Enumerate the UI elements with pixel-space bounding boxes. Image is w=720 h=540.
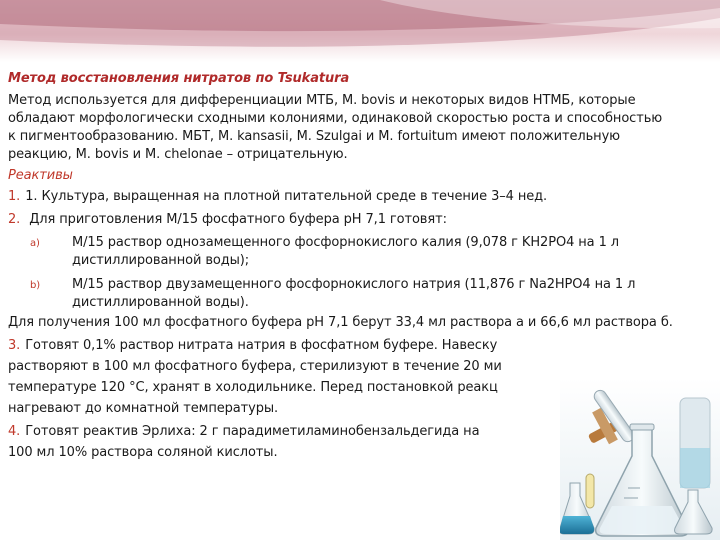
intro-line-3: к пигментообразованию. МБТ, M. kansasii, M. Szulgai и M. fortuitum имеют положительную: [8, 129, 621, 144]
intro-line-1: Метод используется для дифференциации МТБ, M. bovis и некоторых видов НТМБ, которые: [8, 93, 636, 108]
sublist-label: a): [30, 238, 40, 249]
intro-line-2: обладают морфологически сходными колониями, одинаковой скоростью роста и способностью: [8, 111, 663, 126]
list-item-2: [8, 211, 708, 229]
list-item-text: Готовят реактив Эрлиха: 2 г парадиметиламинобензальдегида на: [25, 424, 480, 439]
sublist-text: М/15 раствор однозамещенного фосфорнокислого калия (9,078 г KH2PO4 на 1 л дистиллированной воды);: [72, 235, 619, 268]
item3-line-4: нагревают до комнатной температуры.: [8, 401, 279, 416]
list-item-3: [8, 337, 708, 355]
sublist-item-b: [30, 276, 708, 312]
slide-title: Метод восстановления нитратов по Tsukatura: [8, 71, 350, 86]
buffer-note: Для получения 100 мл фосфатного буфера рН 7,1 берут 33,4 мл раствора а и 66,6 мл раствора б.: [8, 315, 673, 330]
item3-line-2: растворяют в 100 мл фосфатного буфера, стерилизуют в течение 20 ми: [8, 359, 502, 374]
reagents-heading: Реактивы: [8, 168, 73, 183]
list-item-1: [8, 188, 708, 206]
laboratory-glassware-icon: [560, 378, 720, 540]
list-number: 3.: [8, 338, 21, 353]
list-number: 2.: [8, 212, 21, 227]
sublist-item-a: [30, 234, 708, 270]
item3-line-3: температуре 120 °С, хранят в холодильнике. Перед постановкой реакц: [8, 380, 498, 395]
list-number: 1.: [8, 189, 21, 204]
banner-swoosh-icon: [0, 0, 720, 62]
item4-line-2: 100 мл 10% раствора соляной кислоты.: [8, 445, 278, 460]
intro-line-4: реакцию, M. bovis и M. chelonae – отрицательную.: [8, 147, 348, 162]
list-item-text: Для приготовления М/15 фосфатного буфера рН 7,1 готовят:: [25, 212, 447, 227]
list-item-text: Готовят 0,1% раствор нитрата натрия в фосфатном буфере. Навеску: [25, 338, 498, 353]
list-item-text: 1. Культура, выращенная на плотной питательной среде в течение 3–4 нед.: [25, 189, 548, 204]
sublist-label: b): [30, 280, 41, 291]
sublist-text: М/15 раствор двузамещенного фосфорнокислого натрия (11,876 г Na2HPO4 на 1 л дистиллированной воды).: [72, 277, 636, 310]
header-banner: [0, 0, 720, 62]
list-number: 4.: [8, 424, 21, 439]
